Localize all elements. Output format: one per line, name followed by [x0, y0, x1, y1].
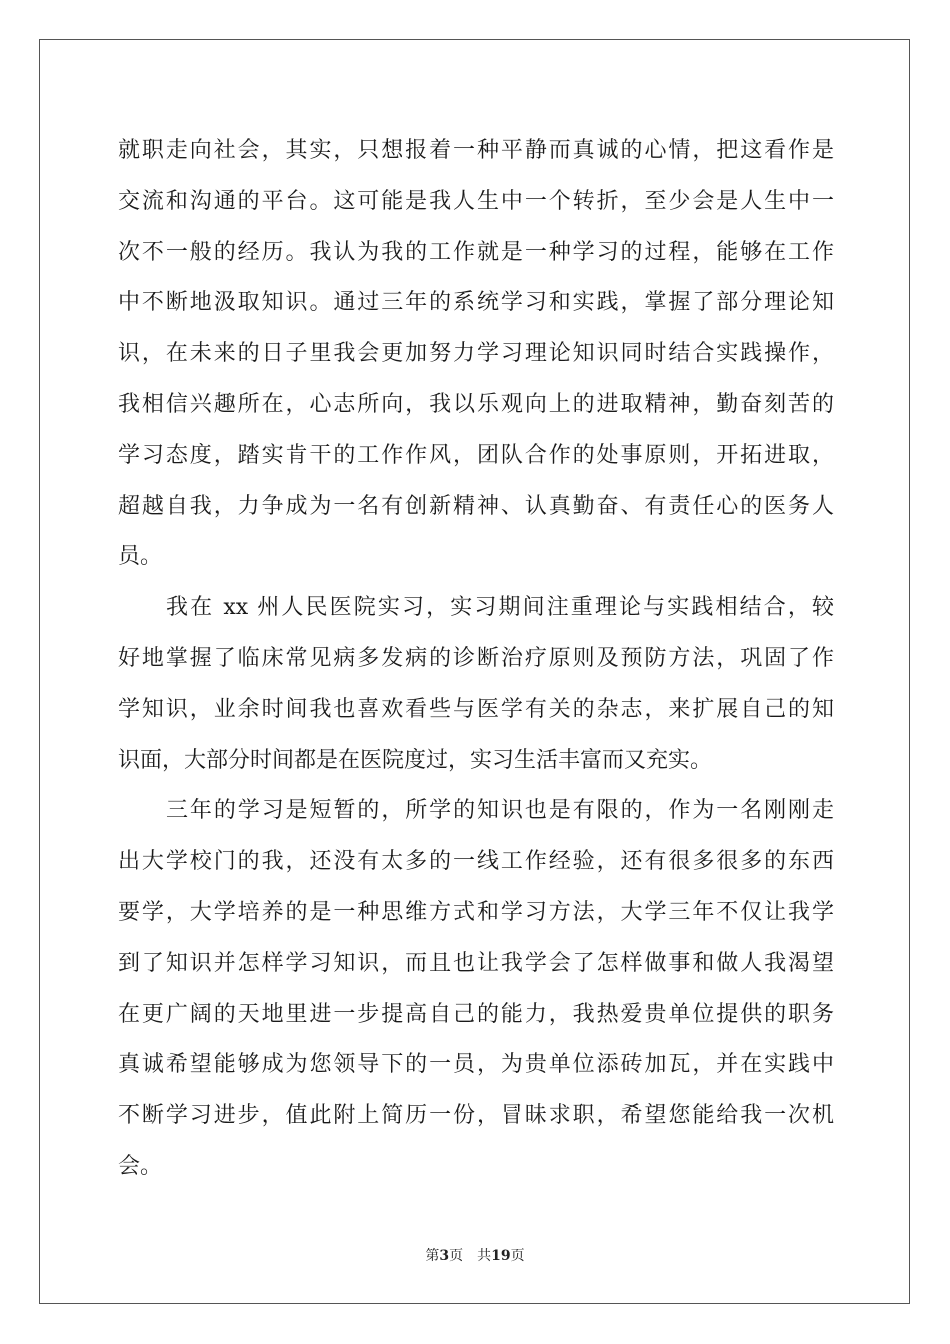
text-line: 不断学习进步，值此附上简历一份，冒昧求职，希望您能给我一次机 [118, 1103, 834, 1129]
page-footer [0, 1246, 950, 1266]
total-suffix: 页 [510, 1248, 525, 1264]
page-suffix: 页 [449, 1248, 464, 1264]
text-line: 中不断地汲取知识。通过三年的系统学习和实践，掌握了部分理论知 [118, 290, 834, 316]
document-body [118, 126, 834, 1193]
text-line: 在更广阔的天地里进一步提高自己的能力，我热爱贵单位提供的职务 [118, 1001, 834, 1027]
page-prefix: 第 [425, 1248, 440, 1264]
text-line: 到了知识并怎样学习知识，而且也让我学会了怎样做事和做人我渴望 [118, 950, 834, 976]
text-line: 学习态度，踏实肯干的工作作风，团队合作的处事原则，开拓进取， [118, 442, 834, 468]
text-line: 要学，大学培养的是一种思维方式和学习方法，大学三年不仅让我学 [118, 899, 834, 925]
text-line: 我相信兴趣所在，心志所向，我以乐观向上的进取精神，勤奋刻苦的 [118, 391, 834, 417]
text-line: 就职走向社会，其实，只想报着一种平静而真诚的心情，把这看作是 [118, 138, 834, 163]
text-line: 好地掌握了临床常见病多发病的诊断治疗原则及预防方法，巩固了作 [118, 645, 834, 671]
text-line: 次不一般的经历。我认为我的工作就是一种学习的过程，能够在工作 [118, 239, 834, 265]
text-line: 三年的学习是短暂的，所学的知识也是有限的，作为一名刚刚走 [166, 798, 834, 824]
text-line: 我在 xx 州人民医院实习，实习期间注重理论与实践相结合，较 [166, 595, 834, 621]
total-pages: 19 [491, 1248, 511, 1264]
text-line: 会。 [118, 1153, 163, 1179]
text-line: 真诚希望能够成为您领导下的一员，为贵单位添砖加瓦，并在实践中 [118, 1052, 834, 1078]
text-line: 学知识，业余时间我也喜欢看些与医学有关的杂志，来扩展自己的知 [118, 696, 834, 722]
text-line: 出大学校门的我，还没有太多的一线工作经验，还有很多很多的东西 [118, 849, 834, 875]
page-number: 3 [439, 1248, 450, 1264]
text-line: 识面，大部分时间都是在医院度过，实习生活丰富而又充实。 [118, 747, 713, 773]
total-prefix: 共 [477, 1248, 492, 1264]
text-line: 识，在未来的日子里我会更加努力学习理论知识同时结合实践操作， [118, 341, 834, 367]
text-line: 交流和沟通的平台。这可能是我人生中一个转折，至少会是人生中一 [118, 188, 834, 214]
text-line: 员。 [118, 544, 163, 570]
text-line: 超越自我，力争成为一名有创新精神、认真勤奋、有责任心的医务人 [118, 493, 834, 519]
